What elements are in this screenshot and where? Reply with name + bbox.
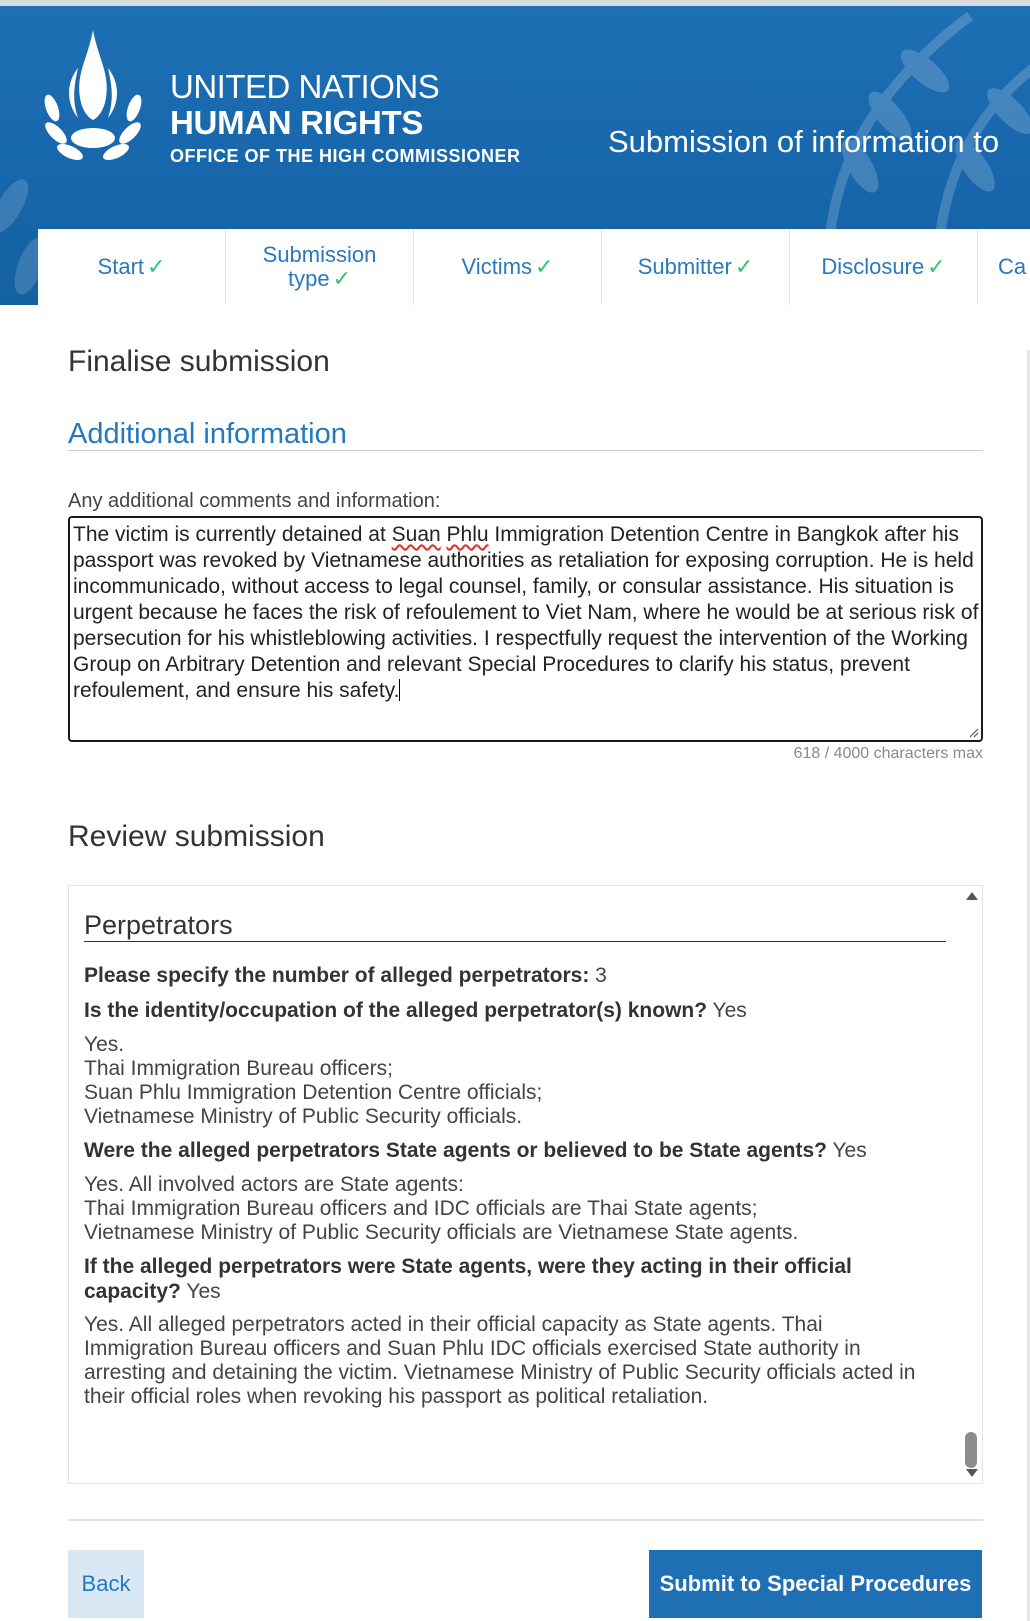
step-submission-type[interactable] xyxy=(226,229,414,305)
scrollbar-thumb[interactable] xyxy=(965,1432,977,1468)
step-label: Victims xyxy=(461,254,533,279)
un-human-rights-logo xyxy=(38,28,148,168)
check-icon: ✓ xyxy=(734,254,754,279)
review-panel[interactable] xyxy=(68,885,983,1484)
step-label: Start xyxy=(97,254,145,279)
character-counter: 618 / 4000 characters max xyxy=(793,745,983,762)
review-question: Were the alleged perpetrators State agents or believed to be State agents? Yes xyxy=(84,1139,867,1162)
step-next-partial[interactable] xyxy=(978,229,1030,305)
review-title: Review submission xyxy=(68,820,325,853)
step-victims[interactable] xyxy=(414,229,602,305)
page-title: Finalise submission xyxy=(68,345,330,378)
comments-text: The victim is currently detained at Suan Phlu Immigration Detention Centre in Bangkok after his passport was revoked by Vietnamese authorities as retaliation for exposing corruption. He is held incommunicado, without access to legal counsel, family, or consular assistance. His situation is urgent because he faces the risk of refoulement to Viet Nam, where he would be at serious risk of persecution for his whistleblowing activities. I respectfully request the intervention of the Working Group on Arbitrary Detention and relevant Special Procedures to clarify his status, prevent refoulement, and ensure his safety. xyxy=(73,523,979,702)
scroll-up-arrow-icon[interactable] xyxy=(966,892,978,900)
step-label: Ca xyxy=(998,254,1027,279)
step-start[interactable] xyxy=(38,229,226,305)
step-submitter[interactable] xyxy=(602,229,790,305)
page-header-title: Submission of information to xyxy=(608,124,1000,159)
review-answer-detail: Yes. All involved actors are State agents: Thai Immigration Bureau officers and IDC officials are Thai State agents; Vietnamese Ministry of Public Security officials are Vietnamese State agents. xyxy=(84,1173,799,1244)
olive-branch-decoration xyxy=(800,6,1030,236)
resize-handle-icon[interactable] xyxy=(967,726,979,738)
perpetrators-divider xyxy=(84,941,946,942)
footer-divider xyxy=(68,1519,983,1521)
step-label: Disclosure xyxy=(821,254,925,279)
progress-steps xyxy=(38,229,1030,305)
check-icon: ✓ xyxy=(535,254,554,279)
perpetrators-heading: Perpetrators xyxy=(84,910,233,940)
review-question: If the alleged perpetrators were State agents, were they acting in their official capacity? Yes xyxy=(84,1255,852,1303)
check-icon: ✓ xyxy=(332,266,352,291)
step-disclosure[interactable] xyxy=(790,229,978,305)
org-name-line1: UNITED NATIONS xyxy=(170,68,440,105)
additional-comments-textarea[interactable] xyxy=(68,516,983,742)
review-scrollbar[interactable] xyxy=(964,892,978,1477)
review-question: Is the identity/occupation of the alleged perpetrator(s) known? Yes xyxy=(84,999,747,1022)
submit-button[interactable]: Submit to Special Procedures xyxy=(649,1550,982,1618)
check-icon: ✓ xyxy=(927,254,946,279)
review-question: Please specify the number of alleged perpetrators: 3 xyxy=(84,964,607,987)
org-name-line3: OFFICE OF THE HIGH COMMISSIONER xyxy=(170,146,521,166)
scroll-down-arrow-icon[interactable] xyxy=(966,1469,978,1477)
comments-label: Any additional comments and information: xyxy=(68,490,441,512)
back-button[interactable]: Back xyxy=(68,1550,144,1618)
step-label: Submission type xyxy=(262,242,377,291)
text-cursor xyxy=(399,679,400,701)
section-divider xyxy=(68,450,983,451)
org-name-line2: HUMAN RIGHTS xyxy=(170,104,424,141)
additional-info-heading: Additional information xyxy=(68,418,347,450)
review-answer-detail: Yes. Thai Immigration Bureau officers; Suan Phlu Immigration Detention Centre officials; Vietnamese Ministry of Public Security officials. xyxy=(84,1033,543,1128)
review-answer-detail: Yes. All alleged perpetrators acted in their official capacity as State agents. Thai Immigration Bureau officers and Suan Phlu IDC officials exercised State authority in arresting and detaining the victim. Vietnamese Ministry of Public Security officials acted in their official roles when revoking his passport as political retaliation. xyxy=(84,1313,916,1408)
check-icon: ✓ xyxy=(147,254,166,279)
step-label: Submitter xyxy=(637,254,732,279)
